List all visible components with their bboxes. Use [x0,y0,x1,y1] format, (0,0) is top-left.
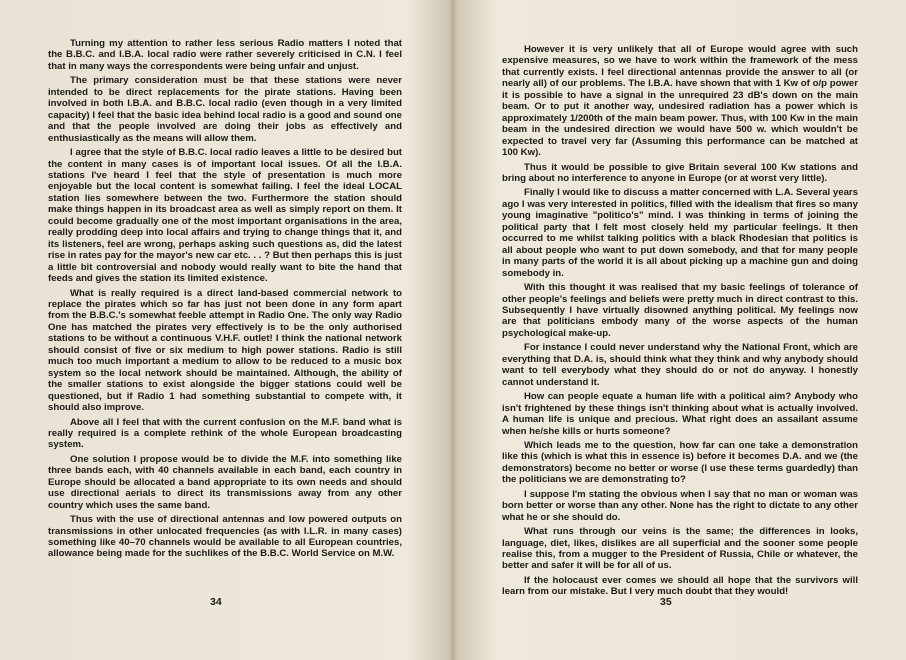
paragraph: Thus with the use of directional antennas and low powered outputs on transmissions in other unlocated frequencies (as with I.L.R. in many cases) something like 40–70 channels would be available to all European countries, allowance being made for the suchlikes of the B.B.C. World Service on M.W. [48,514,402,560]
paragraph: Turning my attention to rather less serious Radio matters I noted that the B.B.C. and I.B.A. local radio were rather severely criticised in C.N. I feel that in many ways the correspondents were being unfair and unjust. [48,38,402,72]
paragraph: I agree that the style of B.B.C. local radio leaves a little to be desired but the content in many cases is of important local issues. Of all the I.B.A. stations I've heard I feel that the style of presentation is much more enjoyable but the local content is somewhat failing. I feel the ideal LOCAL station lies somewhere between the two. Furthermore the station should make things happen in its broadcast area as well as simply report on them. It could become gradually one of the most important organisations in the area, really prodding deep into local affairs and trying to change things that it, and its listeners, feel are wrong, perhaps asking such questions as, did the latest rise in rates pay for the mayor's new car etc. . . ? But then perhaps this is just a little bit controversial and nobody would really want to bite the hand that feeds and gives the station its limited existence. [48,147,402,285]
paragraph: Which leads me to the question, how far can one take a demonstration like this (which is what this in essence is) before it becomes D.A. and we (the demonstrators) become no better or worse (I use these terms guardedly) than the politicians we are demonstrating to? [502,439,858,486]
paragraph: With this thought it was realised that my basic feelings of tolerance of other people's feelings and beliefs were pretty much in direct contrast to this. Subsequently I have virtually disowned anything political. My feelings now are that politicians embody many of the worse aspects of the human psychological make-up. [502,282,858,339]
paragraph: I suppose I'm stating the obvious when I say that no man or woman was born better or worse than any other. None has the right to dictate to any other what he or she should do. [502,488,858,523]
left-page [0,0,452,660]
paragraph: How can people equate a human life with a political aim? Anybody who isn't frightened by these things isn't thinking about what is actually involved. A human life is unique and precious. What right does an assailant assume when he/she kills or hurts someone? [502,391,858,437]
page-number: 35 [660,596,672,608]
page-number: 34 [210,596,222,608]
paragraph: What runs through our veins is the same; the differences in looks, language, diet, likes, dislikes are all superficial and the sooner some people realise this, from a mugger to the President of Russia, Chile or whatever, the better and safer it will be for all of us. [502,526,858,572]
paragraph: However it is very unlikely that all of Europe would agree with such expensive measures, so we have to work within the framework of the mess that currently exists. I feel directional antennas provide the answer to all (or nearly all) of our problems. The I.B.A. have shown that with 1 Kw of o/p power it is possible to have a signal in the unrequired 23 dB's down on the main beam. Or to put it another way, undesired radiation has a power which is approximately 1/200th of the main beam power. Thus, with 100 Kw in the main beam in the undesired direction we would have 500 w. which wouldn't be expected to travel very far (Assuming this performance can be matched at 100 Kw). [502,44,858,159]
paragraph: Finally I would like to discuss a matter concerned with L.A. Several years ago I was very interested in politics, filled with the idealism that fires so many young imaginative "politico's" mind. I was thinking in terms of joining the political party that I felt most closely held my particular feelings. It then occurred to me whilst talking politics with a black Rhodesian that politics is all about people who want to put down somebody, and that for many people in many parts of the world it is all about picking up a machine gun and doing somebody in. [502,187,858,279]
paragraph: Thus it would be possible to give Britain several 100 Kw stations and bring about no interference to anyone in Europe (or at worst very little). [502,161,858,184]
paragraph: One solution I propose would be to divide the M.F. into something like three bands each, with 40 channels available in each band, each country in Europe should be allocated a band appropriate to its own needs and should use directional aerials to direct its transmissions away from any other country which uses the same band. [48,453,402,511]
paragraph: Above all I feel that with the current confusion on the M.F. band what is really required is a complete rethink of the whole European broadcasting system. [48,416,402,451]
right-page-text [502,44,858,601]
paragraph: If the holocaust ever comes we should all hope that the survivors will learn from our mistake. But I very much doubt that they would! [502,574,858,598]
paragraph: For instance I could never understand why the National Front, which are everything that D.A. is, should think what they think and why anybody should want to tell everybody what they should do or not do anyway. I honestly cannot understand it. [502,342,858,388]
left-page-text [48,38,402,563]
paragraph: What is really required is a direct land-based commercial network to replace the pirates which so far has just not been done in any form apart from the B.B.C.'s somewhat feeble attempt in Radio One. The only way Radio One has matched the pirates very effectively is to be the only authorised stations to be without a continuous V.H.F. outlet! I think the national network should consist of five or six medium to high power stations. Radio is still much too much important a medium to allow to be reduced to a music box system so the local network should be maintained. Although, the ability of the smaller stations to exist alongside the bigger stations could well be questioned, but if Radio 1 had something substantial to compete with, it should also improve. [48,287,402,414]
paragraph: The primary consideration must be that these stations were never intended to be direct replacements for the pirate stations. Having been involved in both I.B.A. and B.B.C. local radio (even though in a very limited capacity) I feel that the basic idea behind local radio is a good and sound one and that the people involved are doing their jobs as effectively and enthusiastically as the means will allow them. [48,75,402,144]
right-page [454,0,906,660]
